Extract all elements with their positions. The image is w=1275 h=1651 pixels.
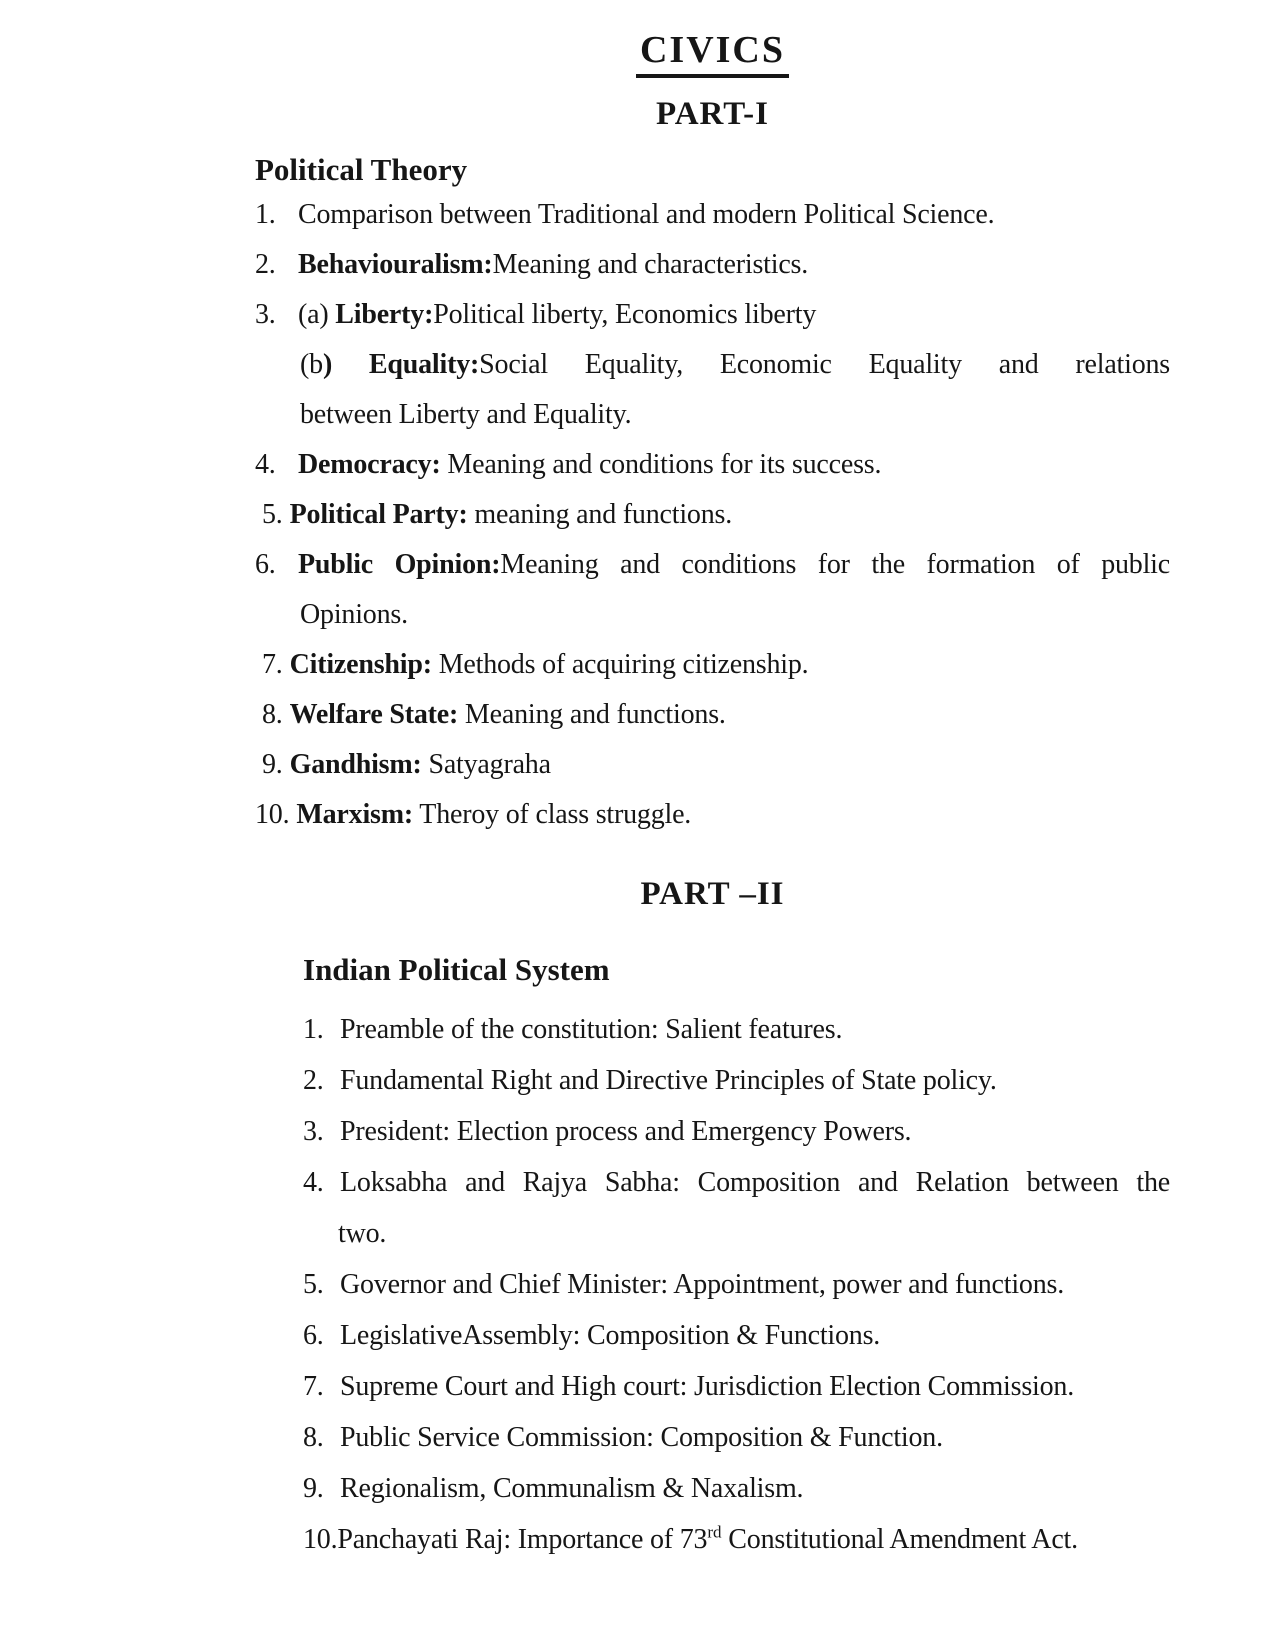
part1-line-6 bbox=[255, 540, 1170, 590]
item-number: 2. bbox=[255, 249, 276, 280]
item-text: Meaning and characteristics. bbox=[492, 249, 809, 280]
part1-section-heading: Political Theory bbox=[255, 152, 468, 187]
item-lead-bold: Citizenship: bbox=[289, 649, 432, 680]
item-text: President: Election process and Emergency Powers. bbox=[340, 1116, 912, 1147]
item-lead-bold: Behaviouralism: bbox=[298, 249, 493, 280]
item-lead-bold: Gandhism: bbox=[289, 749, 422, 780]
part1-line-1 bbox=[255, 190, 1170, 240]
item-number: 10. bbox=[255, 799, 290, 830]
item-number: 3. bbox=[303, 1116, 324, 1147]
ordinal-superscript: rd bbox=[707, 1522, 722, 1542]
part2-line-3 bbox=[303, 1106, 1170, 1157]
item-lead-bold: Political Party: bbox=[289, 499, 468, 530]
item-text-after: Constitutional Amendment Act. bbox=[721, 1524, 1078, 1555]
item-number: 9. bbox=[262, 749, 283, 780]
item-number: 5. bbox=[303, 1269, 324, 1300]
item-text: Satyagraha bbox=[421, 749, 551, 780]
item-text: Meaning and functions. bbox=[458, 699, 726, 730]
item-text: Social Equality, Economic Equality and relations bbox=[479, 349, 1171, 380]
document-title: CIVICS bbox=[636, 28, 789, 78]
item-number: 3. bbox=[255, 299, 276, 330]
part2-line-6 bbox=[303, 1310, 1170, 1361]
item-number: 8. bbox=[262, 699, 283, 730]
item-lead-bold: Public Opinion: bbox=[298, 549, 501, 580]
item-number: 1. bbox=[255, 199, 276, 230]
part2-line-4b bbox=[338, 1208, 1170, 1259]
part1-line-8 bbox=[262, 690, 1170, 740]
item-number: 6. bbox=[303, 1320, 324, 1351]
item-text: Opinions. bbox=[300, 599, 408, 630]
part2-list bbox=[303, 1004, 1170, 1565]
item-text: Political liberty, Economics liberty bbox=[433, 299, 817, 330]
item-prefix: (a) bbox=[298, 299, 336, 330]
item-lead-bold: Marxism: bbox=[296, 799, 413, 830]
part1-line-5 bbox=[262, 490, 1170, 540]
part1-line-4 bbox=[255, 440, 1170, 490]
item-number: 5. bbox=[262, 499, 283, 530]
item-number: 1. bbox=[303, 1014, 324, 1045]
item-text: Preamble of the constitution: Salient features. bbox=[340, 1014, 843, 1045]
item-text: Public Service Commission: Composition & Function. bbox=[340, 1422, 943, 1453]
item-text: Governor and Chief Minister: Appointment, power and functions. bbox=[340, 1269, 1065, 1300]
item-number: 4. bbox=[255, 449, 276, 480]
item-text: LegislativeAssembly: Composition & Functions. bbox=[340, 1320, 881, 1351]
item-text: Loksabha and Rajya Sabha: Composition and Relation between the bbox=[340, 1167, 1170, 1198]
item-text: meaning and functions. bbox=[467, 499, 733, 530]
item-text: two. bbox=[338, 1218, 387, 1249]
part2-line-2 bbox=[303, 1055, 1170, 1106]
part2-line-7 bbox=[303, 1361, 1170, 1412]
part2-line-4 bbox=[303, 1157, 1170, 1208]
item-text: Comparison between Traditional and modern Political Science. bbox=[298, 199, 995, 230]
item-lead-bold: Welfare State: bbox=[289, 699, 459, 730]
item-number: 7. bbox=[262, 649, 283, 680]
item-prefix: (b bbox=[300, 349, 323, 380]
item-text: Methods of acquiring citizenship. bbox=[431, 649, 809, 680]
part1-line-2 bbox=[255, 240, 1170, 290]
item-number: 7. bbox=[303, 1371, 324, 1402]
part1-list bbox=[255, 190, 1170, 840]
item-number: 9. bbox=[303, 1473, 324, 1504]
part2-line-1 bbox=[303, 1004, 1170, 1055]
item-text: Meaning and conditions for the formation of public bbox=[500, 549, 1170, 580]
item-lead-bold: Liberty: bbox=[335, 299, 434, 330]
part2-label: PART –II bbox=[640, 876, 785, 912]
item-text: Meaning and conditions for its success. bbox=[440, 449, 882, 480]
part1-line-3c bbox=[300, 390, 1170, 440]
item-lead-bold: Democracy: bbox=[298, 449, 441, 480]
item-number: 2. bbox=[303, 1065, 324, 1096]
part1-line-3b bbox=[300, 340, 1170, 390]
part1-line-7 bbox=[262, 640, 1170, 690]
item-text: Supreme Court and High court: Jurisdiction Election Commission. bbox=[340, 1371, 1074, 1402]
item-number: 4. bbox=[303, 1167, 324, 1198]
item-text: Panchayati Raj: Importance of 73 bbox=[337, 1524, 708, 1555]
item-text: between Liberty and Equality. bbox=[300, 399, 632, 430]
part2-line-5 bbox=[303, 1259, 1170, 1310]
item-number: 10. bbox=[303, 1524, 338, 1555]
part1-line-6b bbox=[300, 590, 1170, 640]
item-text: Theroy of class struggle. bbox=[413, 799, 692, 830]
part2-line-8 bbox=[303, 1412, 1170, 1463]
title-row bbox=[255, 28, 1170, 80]
part1-line-3a bbox=[255, 290, 1170, 340]
item-number: 8. bbox=[303, 1422, 324, 1453]
part2-line-9 bbox=[303, 1463, 1170, 1514]
item-lead-bold: ) Equality: bbox=[322, 349, 480, 380]
part1-line-9 bbox=[262, 740, 1170, 790]
part1-label: PART-I bbox=[655, 96, 770, 132]
item-text: Fundamental Right and Directive Principles of State policy. bbox=[340, 1065, 997, 1096]
part2-line-10 bbox=[303, 1514, 1170, 1565]
part1-line-10 bbox=[255, 790, 1170, 840]
part2-section-heading: Indian Political System bbox=[303, 952, 610, 987]
document-content bbox=[255, 0, 1170, 1565]
item-text: Regionalism, Communalism & Naxalism. bbox=[340, 1473, 804, 1504]
item-number: 6. bbox=[255, 549, 276, 580]
